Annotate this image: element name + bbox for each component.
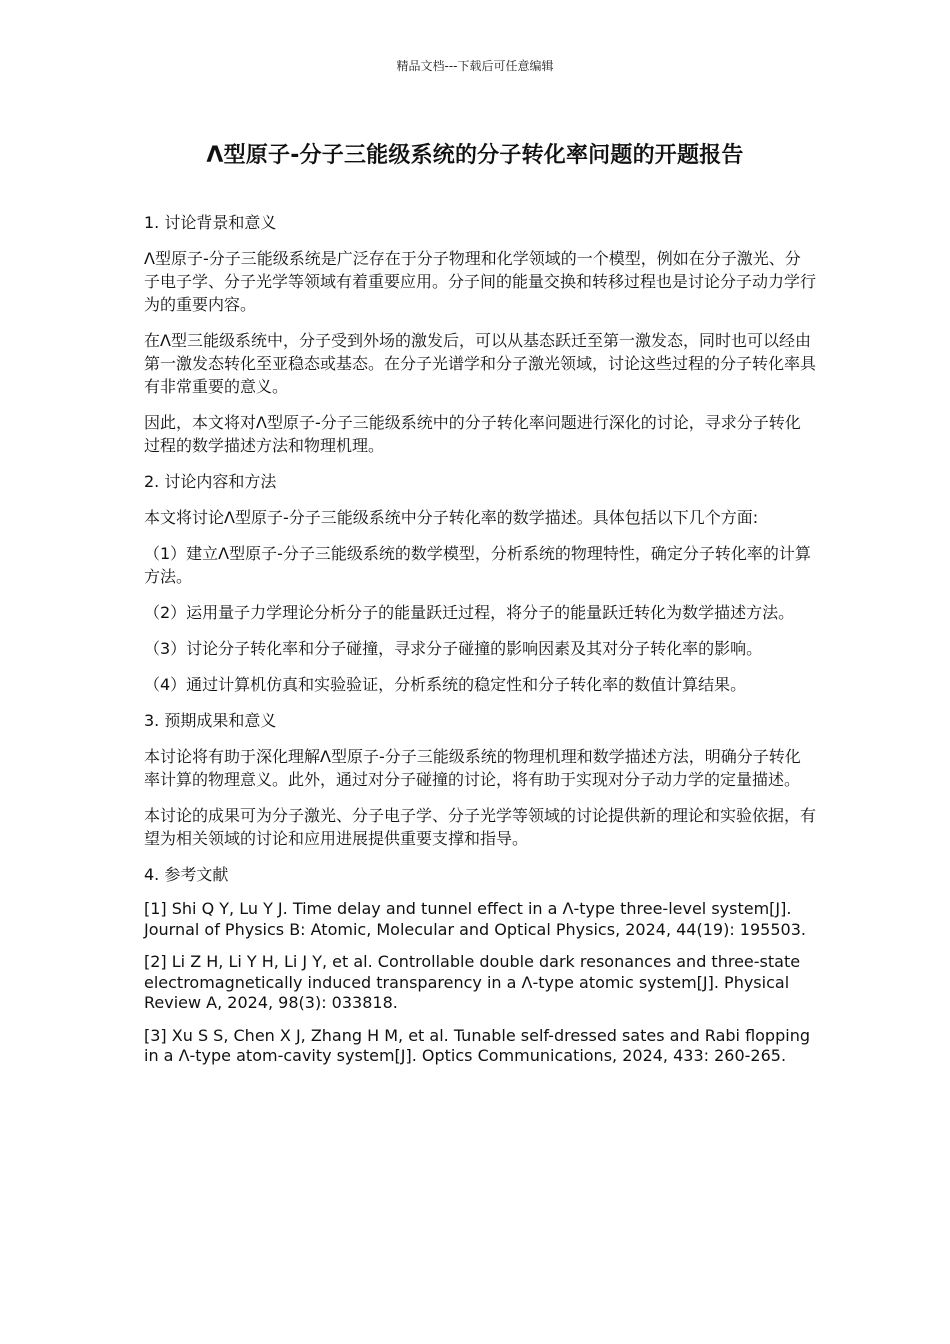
section-1-heading: 1. 讨论背景和意义 (144, 213, 277, 232)
section-2-item-1: （1）建立Λ型原子-分子三能级系统的数学模型，分析系统的物理特性，确定分子转化率的计算方法。 (144, 544, 811, 586)
section-1-paragraph-3: 因此，本文将对Λ型原子-分子三能级系统中的分子转化率问题进行深化的讨论，寻求分子转化过程的数学描述方法和物理机理。 (144, 413, 801, 455)
section-1-paragraph-1: Λ型原子-分子三能级系统是广泛存在于分子物理和化学领域的一个模型，例如在分子激光、分子电子学、分子光学等领域有着重要应用。分子间的能量交换和转移过程也是讨论分子动力学行为的重要内容。 (144, 249, 817, 314)
section-2-item-4: （4）通过计算机仿真和实验验证，分析系统的稳定性和分子转化率的数值计算结果。 (144, 675, 747, 694)
header-note: 精品文档---下载后可任意编辑 (396, 59, 554, 73)
section-1-paragraph-2: 在Λ型三能级系统中，分子受到外场的激发后，可以从基态跃迁至第一激发态，同时也可以经由第一激发态转化至亚稳态或基态。在分子光谱学和分子激光领域，讨论这些过程的分子转化率具有非常重要的意义。 (144, 331, 817, 396)
reference-3: [3] Xu S S, Chen X J, Zhang H M, et al. Tunable self-dressed sates and Rabi flopping in a Λ-type atom-cavity system[J]. Optics Communications, 2024, 433: 260-265. (144, 1025, 810, 1065)
reference-2: [2] Li Z H, Li Y H, Li J Y, et al. Controllable double dark resonances and three-state electromagnetically induced transparency in a Λ-type atomic system[J]. Physical Review A, 2024, 98(3): 033818. (144, 952, 801, 1012)
section-4-heading: 4. 参考文献 (144, 865, 229, 884)
section-2-intro: 本文将讨论Λ型原子-分子三能级系统中分子转化率的数学描述。具体包括以下几个方面: (144, 508, 759, 527)
section-3-paragraph-1: 本讨论将有助于深化理解Λ型原子-分子三能级系统的物理机理和数学描述方法，明确分子转化率计算的物理意义。此外，通过对分子碰撞的讨论，将有助于实现对分子动力学的定量描述。 (144, 747, 801, 789)
section-2-heading: 2. 讨论内容和方法 (144, 472, 277, 491)
document-body (144, 211, 816, 1079)
document-title: Λ型原子-分子三能级系统的分子转化率问题的开题报告 (206, 143, 744, 168)
section-3-paragraph-2: 本讨论的成果可为分子激光、分子电子学、分子光学等领域的讨论提供新的理论和实验依据，有望为相关领域的讨论和应用进展提供重要支撑和指导。 (144, 806, 817, 848)
reference-1: [1] Shi Q Y, Lu Y J. Time delay and tunnel effect in a Λ-type three-level system[J]. Journal of Physics B: Atomic, Molecular and Optical Physics, 2024, 44(19): 195503. (144, 899, 806, 939)
section-2-item-3: （3）讨论分子转化率和分子碰撞，寻求分子碰撞的影响因素及其对分子转化率的影响。 (144, 639, 763, 658)
section-3-heading: 3. 预期成果和意义 (144, 711, 277, 730)
section-2-item-2: （2）运用量子力学理论分析分子的能量跃迁过程，将分子的能量跃迁转化为数学描述方法。 (144, 603, 795, 622)
